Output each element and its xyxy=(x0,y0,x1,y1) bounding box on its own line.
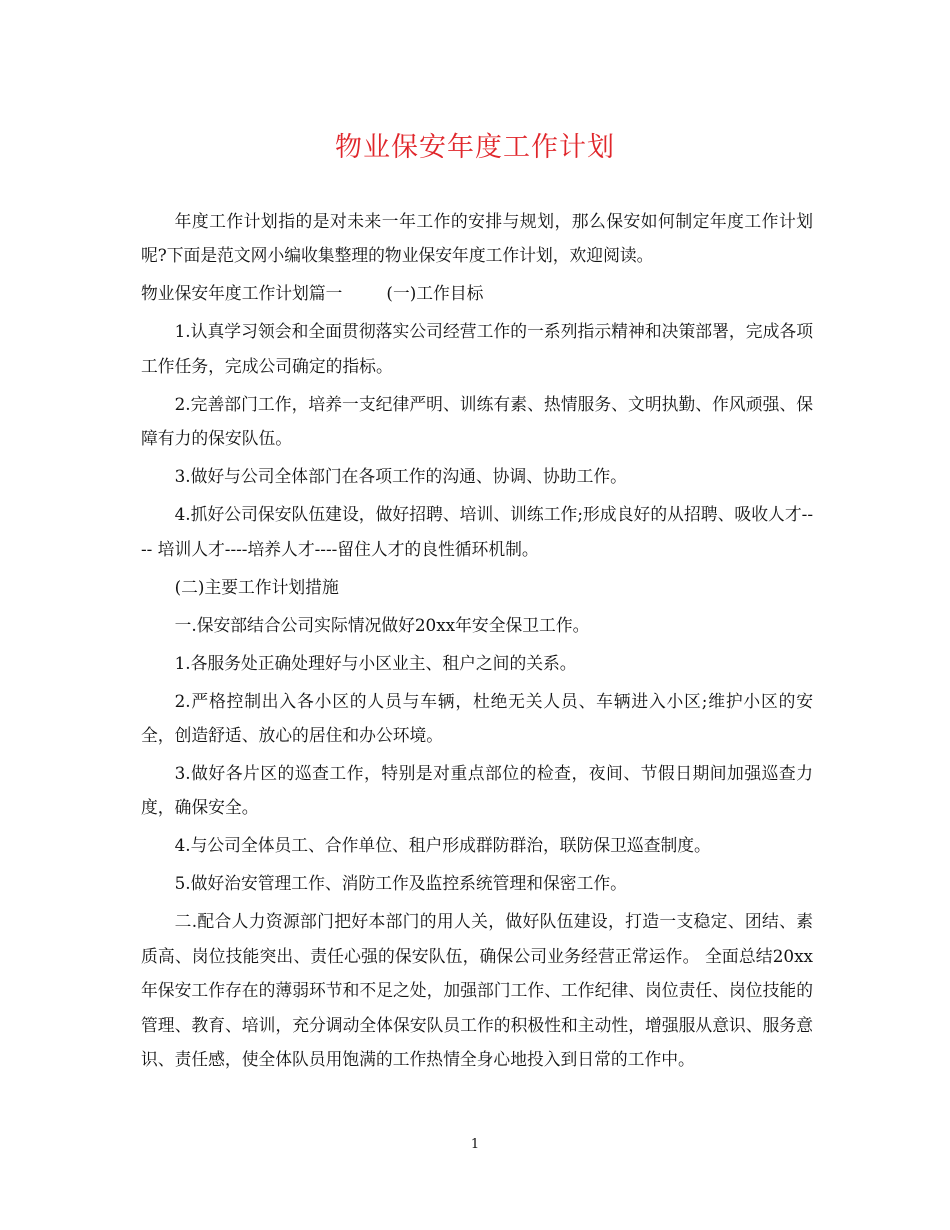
document-body xyxy=(141,204,813,1080)
section-heading-line xyxy=(141,276,813,310)
section-subtitle: (一)工作目标 xyxy=(386,283,484,304)
goal-item-1: 1.认真学习领会和全面贯彻落实公司经营工作的一系列指示精神和决策部署，完成各项工作任务，完成公司确定的指标。 xyxy=(141,321,813,376)
measure-item-3: 3.做好各片区的巡查工作，特别是对重点部位的检查，夜间、节假日期间加强巡查力度，确保安全。 xyxy=(141,763,813,818)
measure-item-2: 2.严格控制出入各小区的人员与车辆，杜绝无关人员、车辆进入小区;维护小区的安全，创造舒适、放心的居住和办公环境。 xyxy=(141,690,813,746)
intro-paragraph: 年度工作计划指的是对未来一年工作的安排与规划，那么保安如何制定年度工作计划呢?下面是范文网小编收集整理的物业保安年度工作计划，欢迎阅读。 xyxy=(141,211,813,266)
goal-item-3: 3.做好与公司全体部门在各项工作的沟通、协调、协助工作。 xyxy=(174,466,627,487)
measure-item-5: 5.做好治安管理工作、消防工作及监控系统管理和保密工作。 xyxy=(174,873,627,894)
goal-item-4: 4.抓好公司保安队伍建设，做好招聘、培训、训练工作;形成良好的从招聘、吸收人才---- 培训人才----培养人才----留住人才的良性循环机制。 xyxy=(141,504,813,559)
section-title: 物业保安年度工作计划篇一 xyxy=(141,283,343,304)
measure-item-1: 1.各服务处正确处理好与小区业主、租户之间的关系。 xyxy=(174,652,577,673)
measure-item-4: 4.与公司全体员工、合作单位、租户形成群防群治，联防保卫巡查制度。 xyxy=(174,835,711,856)
measures-heading: (二)主要工作计划措施 xyxy=(174,576,339,597)
part-one-heading: 一.保安部结合公司实际情况做好20xx年安全保卫工作。 xyxy=(174,614,590,635)
document-title: 物业保安年度工作计划 xyxy=(335,132,615,163)
page-number: 1 xyxy=(470,1137,480,1152)
goal-item-2: 2.完善部门工作，培养一支纪律严明、训练有素、热情服务、文明执勤、作风顽强、保障有力的保安队伍。 xyxy=(141,393,813,449)
part-two-paragraph: 二.配合人力资源部门把好本部门的用人关，做好队伍建设，打造一支稳定、团结、素质高、岗位技能突出、责任心强的保安队伍，确保公司业务经营正常运作。 全面总结20xx年保安工作存在的薄弱环节和不足之处，加强部门工作、工作纪律、岗位责任、岗位技能的管理、教育、培训，充分调动全体保安队员工作的积极性和主动性，增强服从意识、服务意识、责任感，使全体队员用饱满的工作热情全身心地投入到日常的工作中。 xyxy=(141,911,813,1070)
